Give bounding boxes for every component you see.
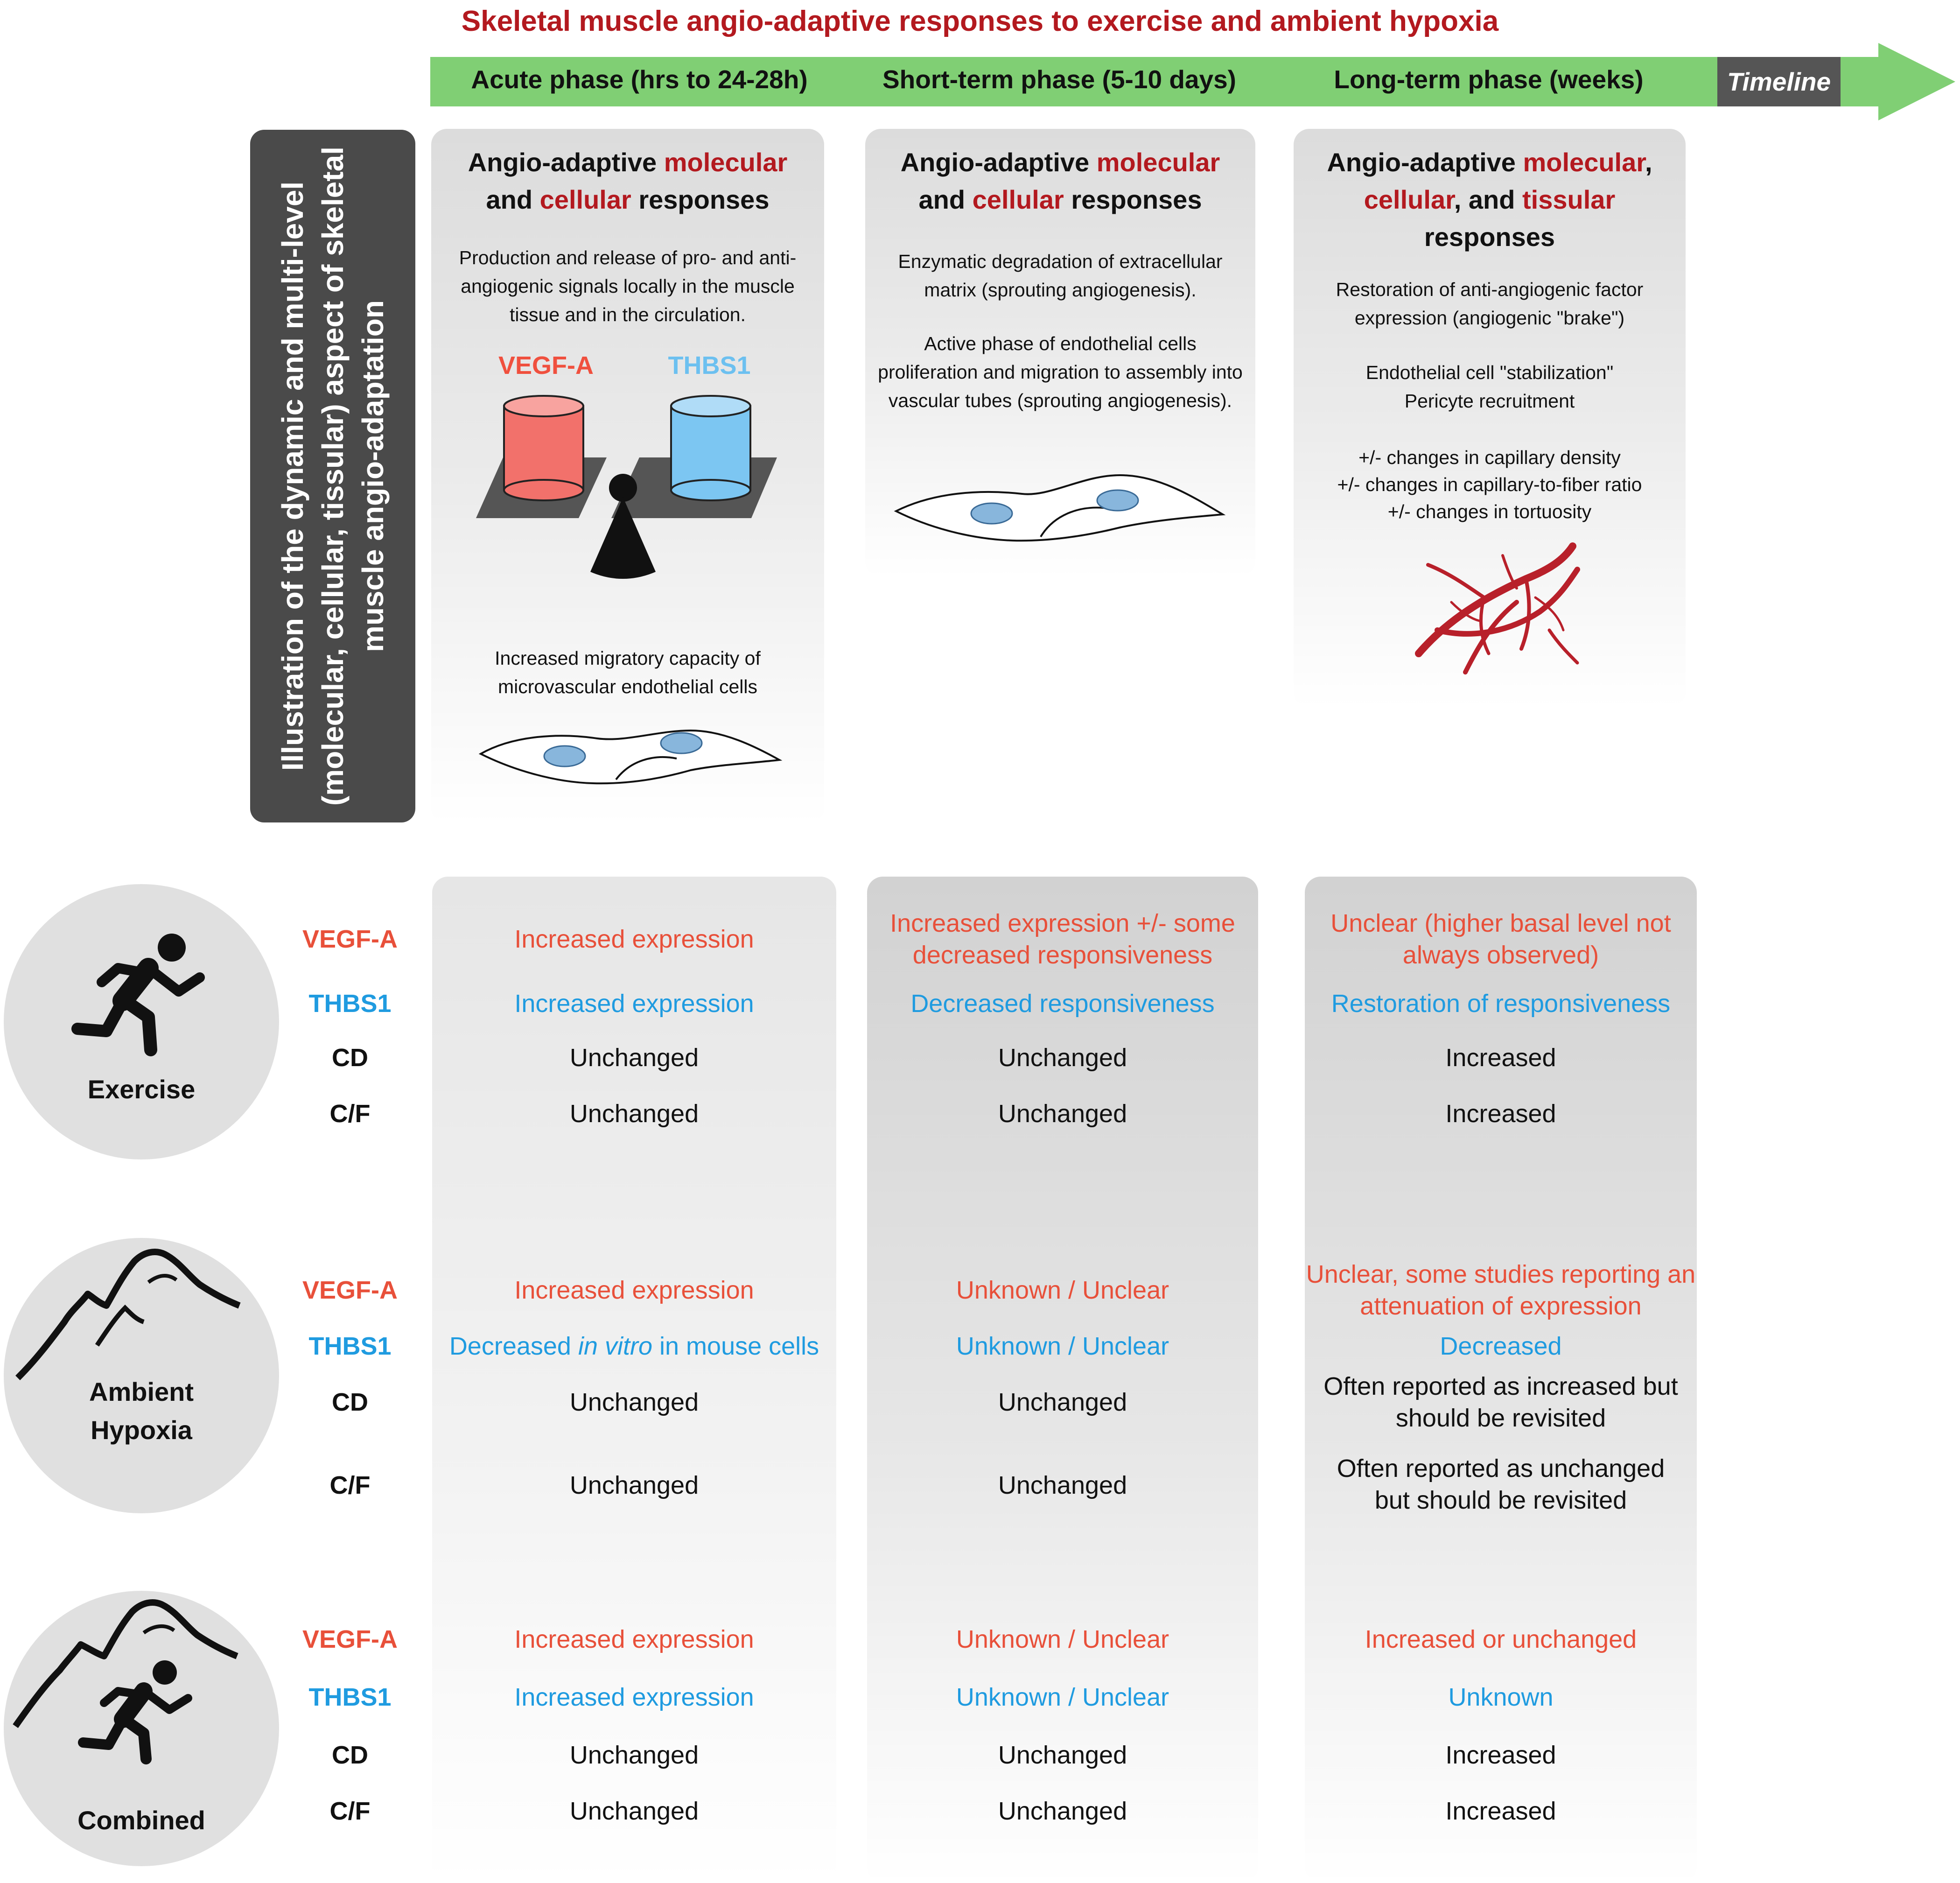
com-cd-label: CD	[332, 1741, 368, 1769]
hyp-cf-label: C/F	[329, 1471, 371, 1499]
ex-long-cf: Increased	[1445, 1100, 1556, 1128]
ex-acute-thbs: Increased expression	[514, 990, 754, 1018]
column-short	[867, 877, 1258, 1883]
com-long-cf: Increased	[1445, 1797, 1556, 1825]
card-short-text1: Enzymatic degradation of extracellular matrix (sprouting angiogenesis).	[898, 251, 1223, 301]
ex-long-vegf: Unclear (higher basal level not always observed)	[1330, 909, 1671, 969]
ex-acute-vegf: Increased expression	[514, 925, 754, 953]
com-short-cf: Unchanged	[998, 1797, 1127, 1825]
card-acute-text2: Increased migratory capacity of microvascular endothelial cells	[495, 647, 761, 697]
hyp-vegf-label: VEGF-A	[302, 1276, 398, 1304]
com-cf-label: C/F	[329, 1797, 371, 1825]
card-long-text3b: +/- changes in capillary-to-fiber ratio	[1337, 474, 1642, 495]
hyp-short-cf: Unchanged	[998, 1471, 1127, 1499]
timeline-tag: Timeline	[1717, 57, 1841, 106]
com-thbs-label: THBS1	[308, 1683, 392, 1711]
vegf-can-label: VEGF-A	[498, 351, 594, 379]
com-vegf-label: VEGF-A	[302, 1625, 398, 1653]
side-label-box	[250, 130, 415, 822]
com-long-cd: Increased	[1445, 1741, 1556, 1769]
phase-short-label: Short-term phase (5-10 days)	[882, 65, 1236, 94]
balance-scale-icon	[467, 392, 793, 588]
mountain-icon	[4, 1238, 279, 1392]
hyp-long-cf: Often reported as unchanged but should be revisited	[1337, 1454, 1665, 1514]
com-short-cd: Unchanged	[998, 1741, 1127, 1769]
hyp-acute-thbs: Decreased in vitro in mouse cells	[449, 1332, 819, 1360]
com-acute-cf: Unchanged	[569, 1797, 699, 1825]
ex-vegf-label: VEGF-A	[302, 925, 398, 953]
card-long-text3a: +/- changes in capillary density	[1358, 447, 1621, 468]
hyp-acute-vegf: Increased expression	[514, 1276, 754, 1304]
side-label-text: Illustration of the dynamic and multi-level (molecular, cellular, tissular) aspect of skeletal muscle angio-adaptation	[276, 146, 390, 806]
com-acute-vegf: Increased expression	[514, 1625, 754, 1653]
figure-title: Skeletal muscle angio-adaptive responses to exercise and ambient hypoxia	[461, 5, 1499, 37]
hyp-acute-cd: Unchanged	[569, 1388, 699, 1416]
hyp-short-cd: Unchanged	[998, 1388, 1127, 1416]
hyp-thbs-label: THBS1	[308, 1332, 392, 1360]
com-long-vegf: Increased or unchanged	[1365, 1625, 1637, 1653]
card-long-heading: Angio-adaptive molecular, cellular, and tissular responses	[1327, 148, 1652, 252]
com-long-thbs: Unknown	[1448, 1683, 1554, 1711]
hyp-acute-cf: Unchanged	[569, 1471, 699, 1499]
combined-circle	[4, 1591, 279, 1866]
phase-acute-label: Acute phase (hrs to 24-28h)	[471, 65, 808, 94]
ex-acute-cd: Unchanged	[569, 1044, 699, 1072]
ex-acute-cf: Unchanged	[569, 1100, 699, 1128]
hyp-long-thbs: Decreased	[1440, 1332, 1562, 1360]
proliferating-cells-icon	[891, 462, 1227, 555]
card-long-text3c: +/- changes in tortuosity	[1387, 501, 1592, 522]
card-long-text1: Restoration of anti-angiogenic factor expression (angiogenic "brake")	[1336, 279, 1644, 329]
ex-thbs-label: THBS1	[308, 990, 392, 1018]
com-short-thbs: Unknown / Unclear	[956, 1683, 1169, 1711]
capillary-network-icon	[1409, 537, 1587, 686]
hyp-long-cd: Often reported as increased but should be revisited	[1323, 1372, 1678, 1432]
card-acute-text1: Production and release of pro- and anti-angiogenic signals locally in the muscle tissue and in the circulation.	[459, 247, 797, 325]
ex-cd-label: CD	[332, 1044, 368, 1072]
card-long-text2a: Endothelial cell "stabilization"	[1365, 362, 1614, 383]
ex-short-cd: Unchanged	[998, 1044, 1127, 1072]
card-long-text2b: Pericyte recruitment	[1404, 390, 1575, 412]
com-short-vegf: Unknown / Unclear	[956, 1625, 1169, 1653]
ex-long-cd: Increased	[1445, 1044, 1556, 1072]
exercise-circle	[4, 884, 279, 1159]
ex-short-vegf: Increased expression +/- some decreased responsiveness	[890, 909, 1235, 969]
runner-icon	[74, 931, 214, 1061]
endothelial-cells-icon	[476, 710, 784, 803]
hyp-long-vegf: Unclear, some studies reporting an attenuation of expression	[1306, 1260, 1696, 1320]
hypoxia-label-b: Hypoxia	[91, 1415, 192, 1445]
combined-label: Combined	[77, 1806, 205, 1835]
hyp-cd-label: CD	[332, 1388, 368, 1416]
mountain-runner-icon	[4, 1591, 279, 1787]
column-acute	[432, 877, 836, 1883]
hyp-short-vegf: Unknown / Unclear	[956, 1276, 1169, 1304]
card-short-text2: Active phase of endothelial cells proliferation and migration to assembly into vascular tubes (sprouting angiogenesis).	[878, 333, 1243, 411]
exercise-label: Exercise	[87, 1075, 196, 1104]
ex-cf-label: C/F	[329, 1100, 371, 1128]
hypoxia-circle	[4, 1238, 279, 1513]
ex-short-cf: Unchanged	[998, 1100, 1127, 1128]
thbs-can-label: THBS1	[668, 351, 751, 379]
hyp-short-thbs: Unknown / Unclear	[956, 1332, 1169, 1360]
card-acute-heading: Angio-adaptive molecular and cellular responses	[468, 148, 788, 214]
ex-short-thbs: Decreased responsiveness	[910, 990, 1215, 1018]
ex-long-thbs: Restoration of responsiveness	[1331, 990, 1671, 1018]
hypoxia-label-a: Ambient	[89, 1377, 194, 1406]
card-short-heading: Angio-adaptive molecular and cellular responses	[900, 148, 1220, 214]
com-acute-cd: Unchanged	[569, 1741, 699, 1769]
com-acute-thbs: Increased expression	[514, 1683, 754, 1711]
phase-long-label: Long-term phase (weeks)	[1334, 65, 1644, 94]
